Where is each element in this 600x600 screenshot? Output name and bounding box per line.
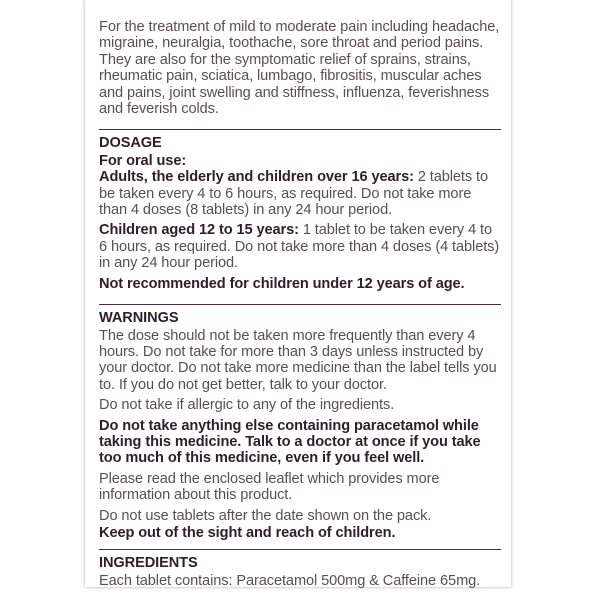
warnings-paracetamol: Do not take anything else containing paracetamol while taking this medicine. Talk to a doctor at once if you take too much of this medicine, even if you feel well.	[99, 417, 481, 467]
label-panel	[85, 0, 511, 587]
warnings-children: Keep out of the sight and reach of children.	[99, 524, 396, 541]
warnings-section	[99, 310, 501, 545]
ingredients-heading: INGREDIENTS	[99, 555, 198, 572]
dosage-section	[99, 135, 501, 300]
divider-dosage	[99, 129, 501, 130]
dosage-not-recommended: Not recommended for children under 12 years of age.	[99, 275, 465, 292]
warnings-frequency: The dose should not be taken more frequently than every 4 hours. Do not take for more than 3 days unless instructed by your doctor. Do not take more medicine than the label tells you to. If you do not get better, talk to your doctor.	[99, 327, 497, 393]
warnings-expiry: Do not use tablets after the date shown on the pack.	[99, 507, 432, 524]
warnings-leaflet: Please read the enclosed leaflet which provides more information about this product.	[99, 470, 440, 504]
dosage-subheading: For oral use:	[99, 152, 187, 169]
indications-section	[99, 19, 501, 125]
ingredients-text: Each tablet contains: Paracetamol 500mg & Caffeine 65mg.	[99, 572, 481, 589]
dosage-children-text: 1 tablet to be taken every 4 to 6 hours, as required. Do not take more than 4 doses (4 tablets) in any 24 hour period.	[99, 222, 500, 272]
indications-text: For the treatment of mild to moderate pain including headache, migraine, neuralgia, toothache, sore throat and period pains. They are also for the symptomatic relief of sprains, strains, rheumatic pain, sciatica, lumbago, fibrositis, muscular aches and pains, joint swelling and stiffness, influenza, feverishness and feverish colds.	[99, 19, 500, 118]
dosage-children-lead: Children aged 12 to 15 years:	[99, 222, 299, 239]
divider-ingredients	[99, 549, 501, 550]
ingredients-section	[99, 555, 501, 597]
divider-warnings	[99, 304, 501, 305]
warnings-heading: WARNINGS	[99, 310, 179, 327]
dosage-adults-lead: Adults, the elderly and children over 16 years:	[99, 169, 414, 186]
dosage-children	[99, 222, 501, 271]
dosage-heading: DOSAGE	[99, 135, 162, 152]
dosage-adults	[99, 169, 501, 218]
dosage-adults-text: 2 tablets to be taken every 4 to 6 hours, as required. Do not take more than 4 doses (8 tablets) in any 24 hour period.	[99, 169, 489, 219]
warnings-allergy: Do not take if allergic to any of the ingredients.	[99, 397, 395, 414]
